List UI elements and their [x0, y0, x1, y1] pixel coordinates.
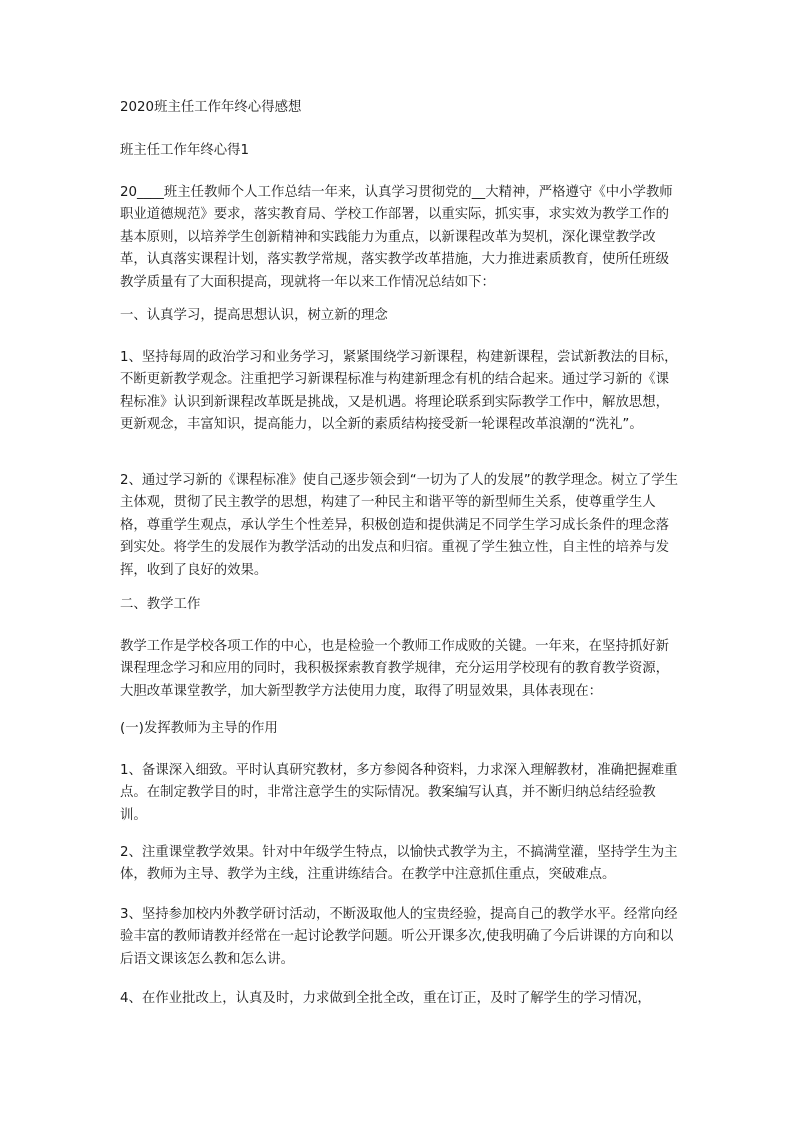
- document-subtitle: 班主任工作年终心得1: [120, 143, 250, 158]
- section-heading-1: 一、认真学习，提高思想认识，树立新的理念: [120, 308, 388, 323]
- section-heading-2: 二、教学工作: [120, 597, 201, 612]
- paragraph-2-2: 2、注重课堂教学效果。针对中年级学生特点，以愉快式教学为主，不搞满堂灌，坚持学生为主体，教师为主导、教学为主线，注重讲练结合。在教学中注意抓住重点，突破难点。: [120, 845, 678, 883]
- paragraph-2-3: 3、坚持参加校内外教学研讨活动，不断汲取他人的宝贵经验，提高自己的教学水平。经常向经验丰富的教师请教并经常在一起讨论教学问题。听公开课多次,使我明确了今后讲课的方向和以后语文课该怎么教和怎么讲。: [120, 907, 678, 967]
- subsection-heading-1: (一)发挥教师为主导的作用: [120, 721, 278, 736]
- paragraph-2-1: 1、备课深入细致。平时认真研究教材，多方参阅各种资料，力求深入理解教材，准确把握难重点。在制定教学目的时，非常注意学生的实际情况。教案编写认真，并不断归纳总结经验教训。: [120, 763, 678, 823]
- paragraph-2-4: 4、在作业批改上，认真及时，力求做到全批全改，重在订正，及时了解学生的学习情况，: [120, 991, 651, 1006]
- paragraph-1-2: 2、通过学习新的《课程标准》使自己逐步领会到“一切为了人的发展”的教学理念。树立了学生主体观，贯彻了民主教学的思想，构建了一种民主和谐平等的新型师生关系，使尊重学生人格，尊重学生观点，承认学生个性差异，积极创造和提供满足不同学生学习成长条件的理念落到实处。将学生的发展作为教学活动的出发点和归宿。重视了学生独立性，自主性的培养与发挥，收到了良好的效果。: [120, 473, 679, 578]
- paragraph-1-1: 1、坚持每周的政治学习和业务学习，紧紧围绕学习新课程，构建新课程，尝试新教法的目标，不断更新教学观念。注重把学习新课程标准与构建新理念有机的结合起来。通过学习新的《课程标准》认识到新课程改革既是挑战，又是机遇。将理论联系到实际教学工作中，解放思想，更新观念，丰富知识，提高能力，以全新的素质结构接受新一轮课程改革浪潮的“洗礼”。: [120, 350, 678, 433]
- intro-paragraph: 20____班主任教师个人工作总结一年来，认真学习贯彻党的__大精神，严格遵守《中小学教师职业道德规范》要求，落实教育局、学校工作部署，以重实际，抓实事，求实效为教学工作的基本原则，以培养学生创新精神和实践能力为重点，以新课程改革为契机，深化课堂教学改革，认真落实课程计划，落实教学常规，落实教学改革措施，大力推进素质教育，使所任班级教学质量有了大面积提高，现就将一年以来工作情况总结如下：: [120, 185, 673, 290]
- document-title: 2020班主任工作年终心得感想: [120, 100, 302, 115]
- paragraph-2-intro: 教学工作是学校各项工作的中心，也是检验一个教师工作成败的关键。一年来，在坚持抓好新课程理念学习和应用的同时，我积极探索教育教学规律，充分运用学校现有的教育教学资源，大胆改革课堂教学，加大新型教学方法使用力度，取得了明显效果，具体表现在：: [120, 639, 670, 699]
